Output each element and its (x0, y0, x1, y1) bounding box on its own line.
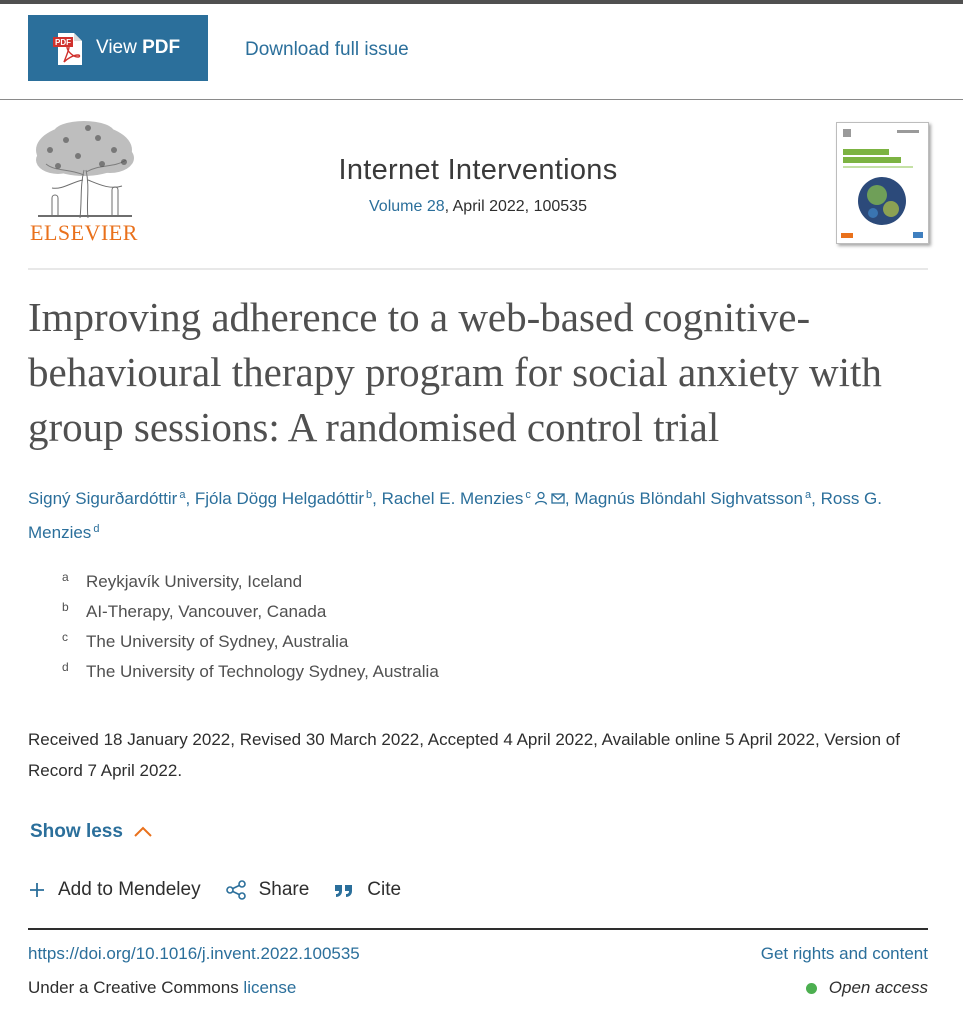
open-access-badge (806, 978, 928, 998)
share-icon (225, 879, 247, 901)
author-link[interactable]: Signý Sigurðardóttir (28, 489, 178, 508)
affiliation-label: b (62, 600, 69, 614)
section-divider (28, 928, 928, 930)
affiliation-text: AI-Therapy, Vancouver, Canada (86, 602, 327, 621)
cite-label: Cite (367, 879, 402, 900)
journal-issue-info (28, 198, 928, 216)
article-actions (28, 875, 425, 905)
license-statement (28, 978, 296, 998)
chevron-up-icon (133, 826, 153, 838)
author-separator: , (372, 489, 382, 508)
author-link[interactable]: Rachel E. Menzies (381, 489, 524, 508)
affiliation-label: c (62, 630, 68, 644)
email-icon[interactable] (551, 491, 565, 505)
pdf-icon-label: PDF (55, 38, 71, 47)
license-link[interactable]: license (243, 978, 297, 997)
author-separator: , (811, 489, 821, 508)
open-access-dot-icon (806, 983, 817, 994)
view-pdf-prefix: View (96, 37, 143, 58)
person-icon[interactable] (534, 491, 548, 505)
view-pdf-bold: PDF (142, 37, 181, 58)
affiliation-item (62, 662, 862, 692)
share-label: Share (258, 879, 310, 900)
affiliation-text: Reykjavík University, Iceland (86, 572, 303, 591)
add-to-mendeley-button[interactable] (28, 879, 201, 901)
journal-cover-art (837, 123, 928, 243)
affiliation-text: The University of Technology Sydney, Australia (86, 662, 439, 681)
affiliation-label: a (62, 570, 69, 584)
view-pdf-label (96, 37, 180, 59)
author-affiliation-marker[interactable]: d (93, 523, 100, 535)
affiliation-list (62, 572, 862, 692)
license-prefix: Under a Creative Commons (28, 978, 244, 997)
toolbar (0, 4, 963, 100)
pdf-file-icon (52, 32, 86, 66)
affiliation-label: d (62, 660, 69, 674)
cite-button[interactable] (333, 879, 401, 901)
journal-header (28, 120, 928, 270)
issue-details: , April 2022, 100535 (444, 198, 587, 215)
journal-cover-image[interactable] (836, 122, 929, 244)
author-affiliation-marker[interactable]: a (179, 489, 186, 501)
article-title: Improving adherence to a web-based cognitive-behavioural therapy program for social anxiety with group sessions: A randomised control trial (28, 294, 882, 450)
download-full-issue-link[interactable]: Download full issue (245, 39, 409, 60)
plus-icon (28, 881, 46, 899)
elsevier-wordmark: ELSEVIER (30, 220, 138, 245)
author-link[interactable]: Fjóla Dögg Helgadóttir (194, 489, 365, 508)
affiliation-item (62, 632, 862, 662)
author-link[interactable]: Magnús Blöndahl Sighvatsson (574, 489, 804, 508)
author-separator: , (185, 489, 195, 508)
article-history: Received 18 January 2022, Revised 30 March 2022, Accepted 4 April 2022, Available online 5 April 2022, Version of Record 7 April 2022. (28, 730, 900, 780)
author-affiliation-marker[interactable]: c (525, 489, 531, 501)
doi-link[interactable]: https://doi.org/10.1016/j.invent.2022.100535 (28, 944, 360, 963)
affiliation-item (62, 602, 862, 632)
show-less-label: Show less (30, 821, 123, 842)
share-button[interactable] (225, 879, 310, 901)
volume-link[interactable]: Volume 28 (369, 198, 445, 215)
open-access-label: Open access (828, 978, 928, 997)
affiliation-item (62, 572, 862, 602)
affiliation-text: The University of Sydney, Australia (86, 632, 349, 651)
view-pdf-button[interactable] (28, 15, 208, 81)
author-affiliation-marker[interactable]: a (805, 489, 812, 501)
journal-title[interactable]: Internet Interventions (338, 154, 618, 186)
author-separator: , (564, 489, 575, 508)
rights-and-content-link[interactable]: Get rights and content (760, 944, 928, 963)
author-link[interactable]: Ross G. Menzies (28, 489, 882, 542)
add-to-mendeley-label: Add to Mendeley (58, 879, 201, 900)
author-affiliation-marker[interactable]: b (366, 489, 373, 501)
quote-icon (333, 881, 355, 899)
author-list (28, 480, 928, 548)
show-less-button[interactable] (30, 821, 153, 843)
